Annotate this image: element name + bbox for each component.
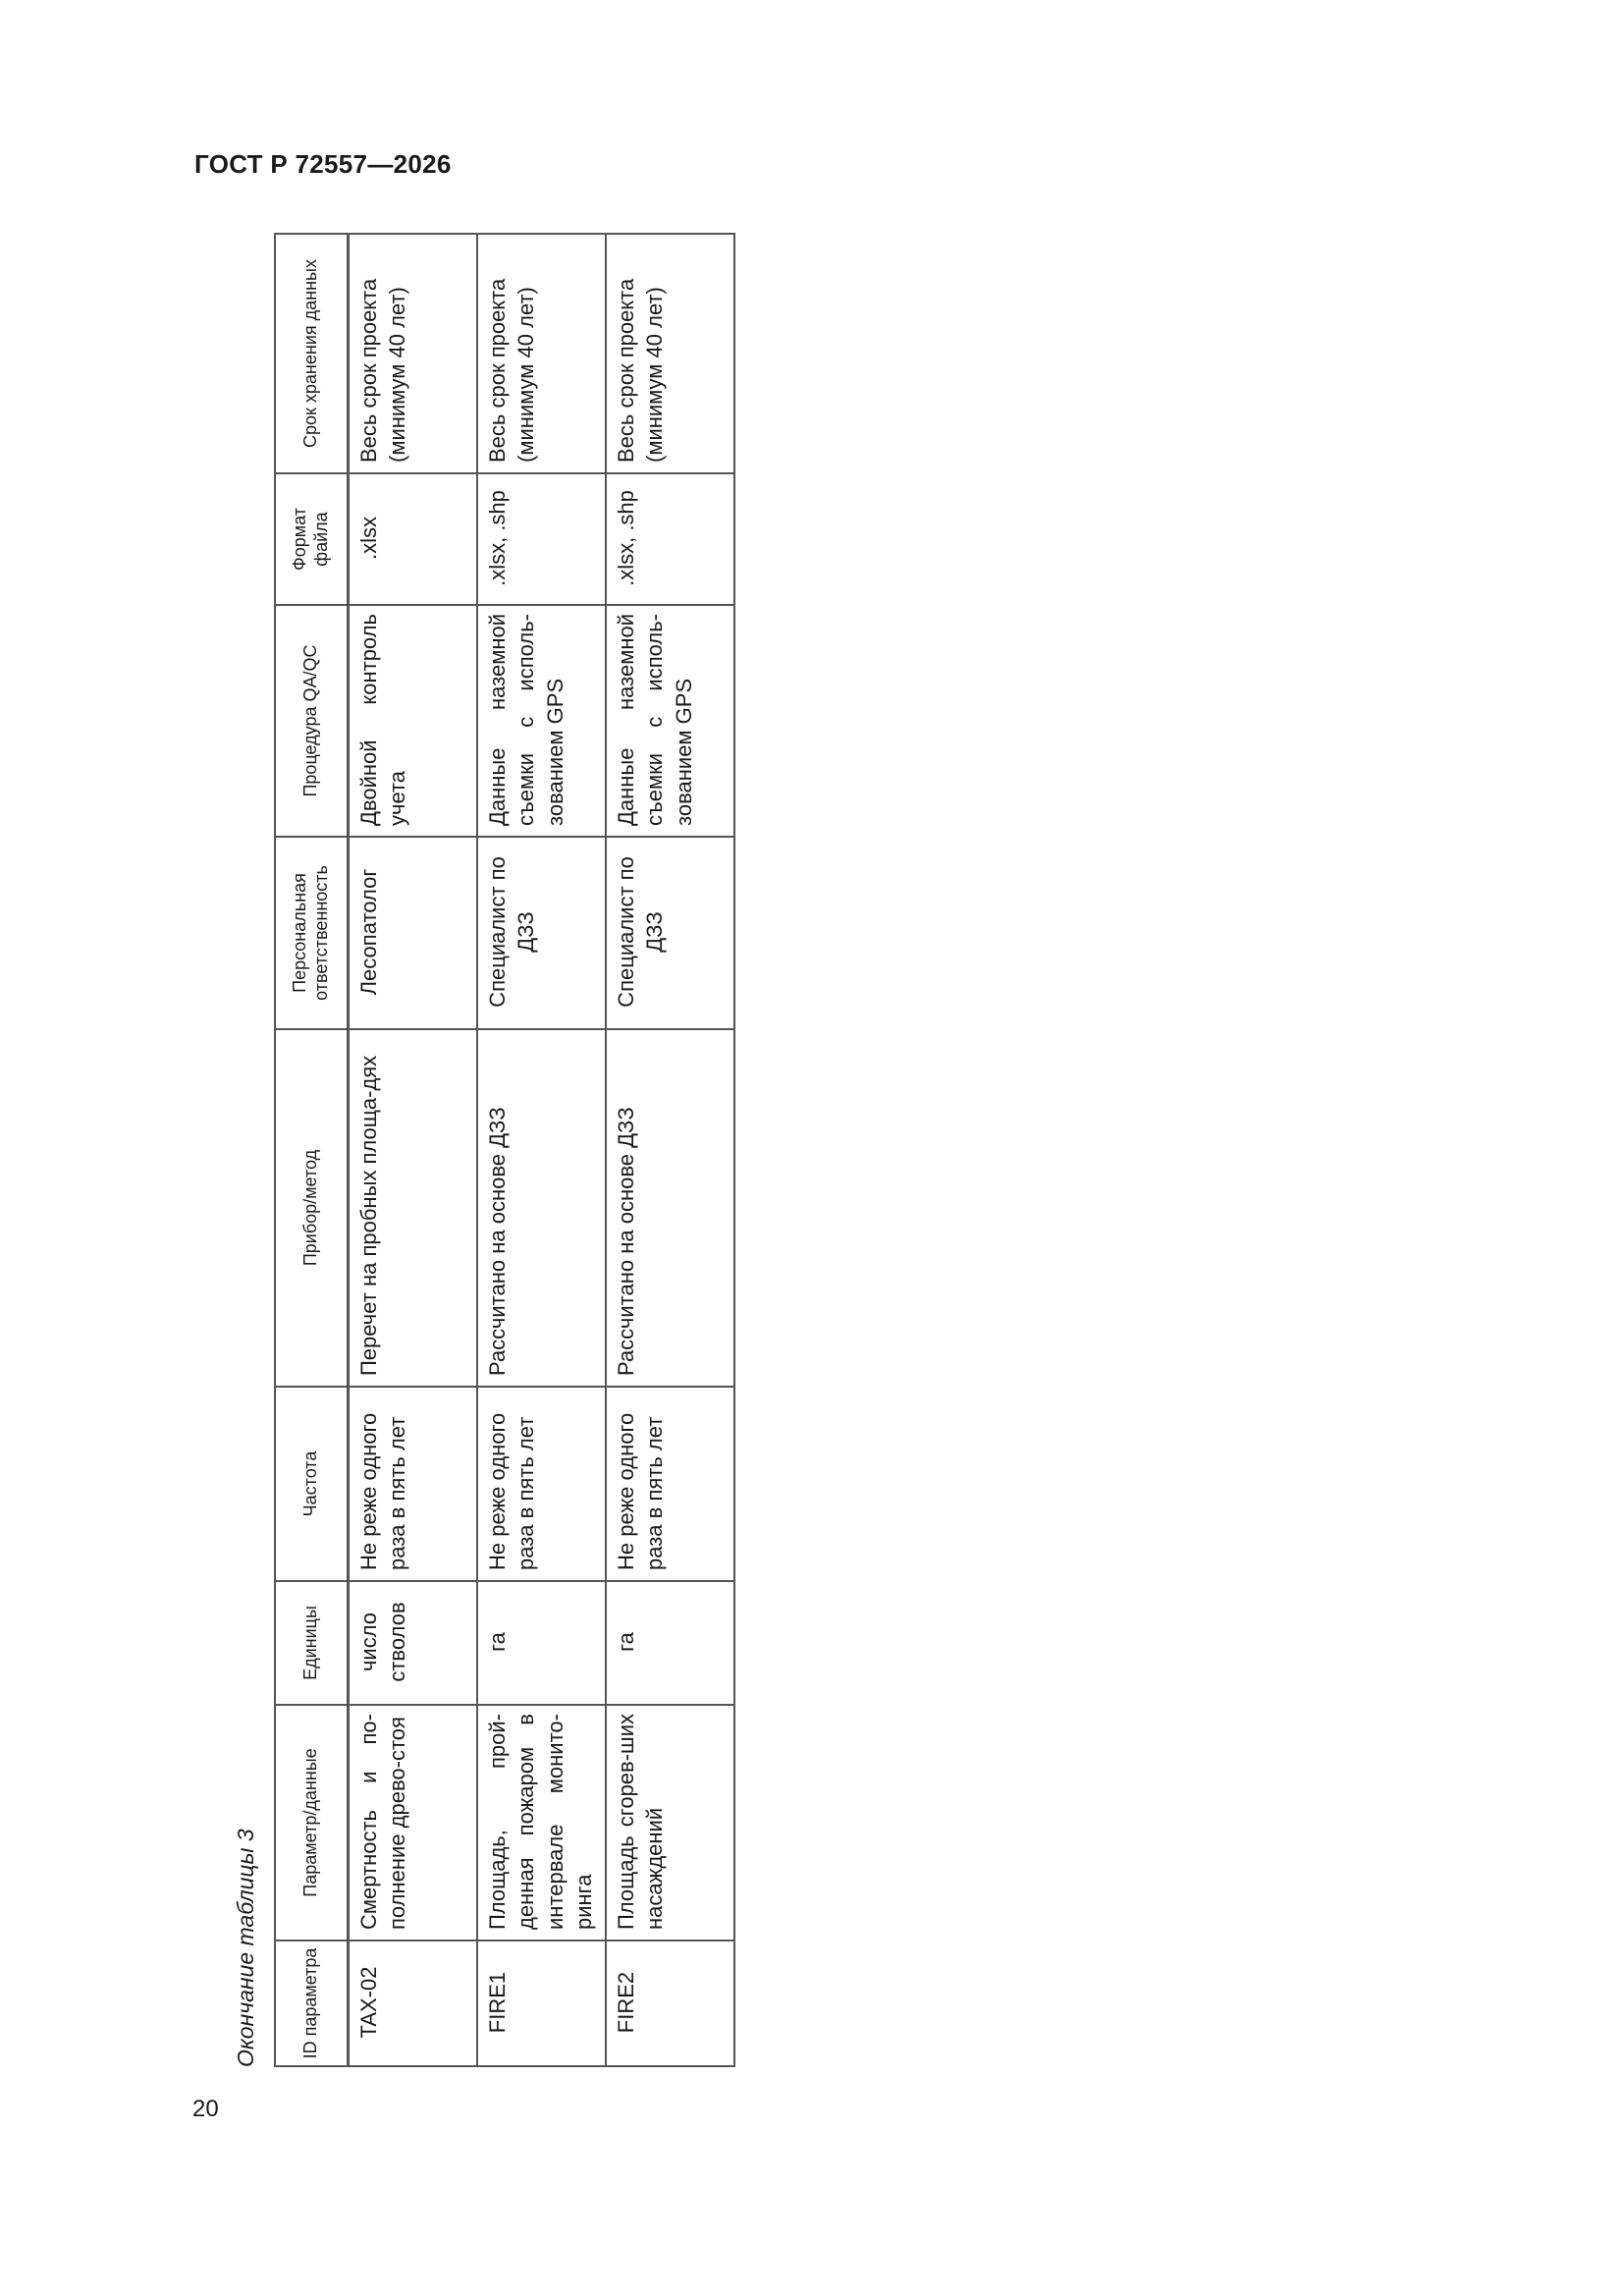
header-retention: Срок хранения данных [275,234,349,473]
cell-format: .xlsx, .shp [477,473,606,605]
cell-id: FIRE1 [477,1941,606,2066]
cell-format: .xlsx, .shp [606,473,734,605]
cell-param: Площадь, прой-денная пожаром в интервале монито-ринга [477,1705,606,1941]
cell-retention: Весь срок проекта (минимум 40 лет) [349,234,478,473]
table-caption: Окончание таблицы 3 [233,1829,258,2067]
cell-method: Перечет на пробных площа-дях [349,1029,478,1387]
cell-responsibility: Специалист по ДЗЗ [606,837,734,1029]
cell-param: Площадь сгорев-ших насаждений [606,1705,734,1941]
cell-frequency: Не реже одного раза в пять лет [606,1387,734,1581]
header-format: Формат файла [275,473,349,605]
header-frequency: Частота [275,1387,349,1581]
table-row [606,234,734,2066]
header-qaqc: Процедура QA/QC [275,605,349,837]
cell-frequency: Не реже одного раза в пять лет [349,1387,478,1581]
cell-qaqc: Данные наземной съемки с исполь-зованием GPS [477,605,606,837]
document-code: ГОСТ Р 72557—2026 [194,149,452,179]
cell-responsibility: Специалист по ДЗЗ [477,837,606,1029]
cell-id: TAX-02 [349,1941,478,2066]
cell-id: FIRE2 [606,1941,734,2066]
cell-format: .xlsx [349,473,478,605]
table-row [477,234,606,2066]
cell-units: га [606,1581,734,1705]
header-units: Единицы [275,1581,349,1705]
parameters-table [274,233,735,2067]
cell-retention: Весь срок проекта (минимум 40 лет) [477,234,606,473]
cell-param: Смертность и по-полнение древо-стоя [349,1705,478,1941]
cell-method: Рассчитано на основе ДЗЗ [606,1029,734,1387]
header-id: ID параметра [275,1941,349,2066]
table-row [349,234,478,2066]
cell-units: число стволов [349,1581,478,1705]
header-responsibility: Персональная ответственность [275,837,349,1029]
rotated-table-block [233,235,733,2067]
page-number: 20 [192,2096,219,2122]
table-header-row [275,234,349,2066]
cell-retention: Весь срок проекта (минимум 40 лет) [606,234,734,473]
header-method: Прибор/метод [275,1029,349,1387]
header-param: Параметр/данные [275,1705,349,1941]
cell-frequency: Не реже одного раза в пять лет [477,1387,606,1581]
cell-units: га [477,1581,606,1705]
cell-qaqc: Двойной контроль учета [349,605,478,837]
cell-method: Рассчитано на основе ДЗЗ [477,1029,606,1387]
cell-responsibility: Лесопатолог [349,837,478,1029]
cell-qaqc: Данные наземной съемки с исполь-зованием GPS [606,605,734,837]
